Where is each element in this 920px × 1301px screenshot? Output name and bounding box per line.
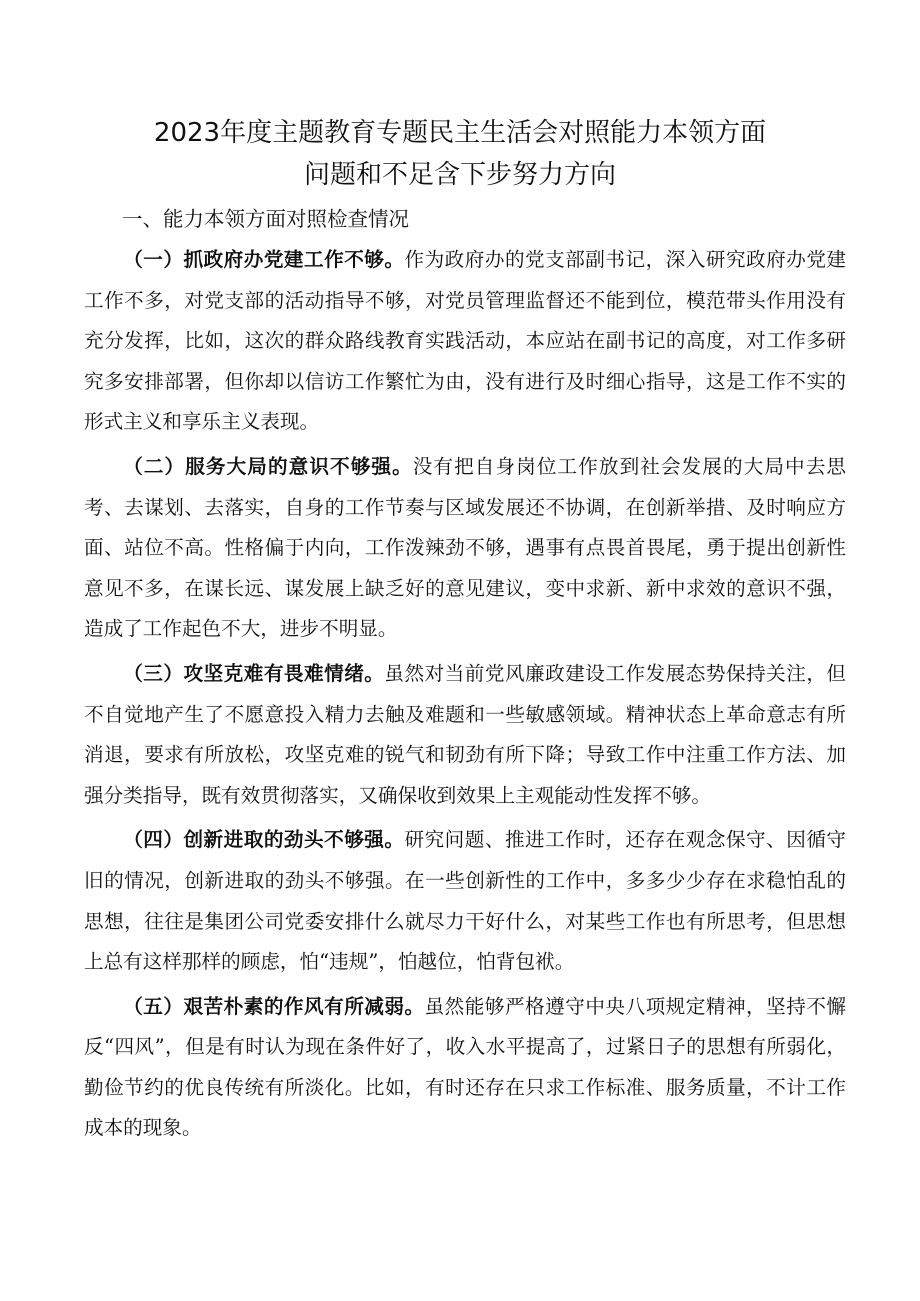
paragraph-lead: （五）艰苦朴素的作风有所减弱。 [123, 994, 425, 1018]
paragraph-1 [84, 240, 846, 443]
paragraph-2 [84, 447, 846, 650]
section-heading: 一、能力本领方面对照检查情况 [122, 207, 409, 231]
paragraph-body: 没有把自身岗位工作放到社会发展的大局中去思考、去谋划、去落实，自身的工作节奏与区域发展还不协调，在创新举措、及时响应方面、站位不高。性格偏于内向，工作泼辣劲不够，遇事有点畏首畏尾，勇于提出创新性意见不多，在谋长远、谋发展上缺乏好的意见建议，变中求新、新中求效的意识不强，造成了工作起色不大，进步不明显。 [84, 454, 847, 641]
paragraph-5 [84, 987, 846, 1149]
paragraph-lead: （一）抓政府办党建工作不够。 [123, 248, 405, 271]
paragraph-body: 研究问题、推进工作时，还存在观念保守、因循守旧的情况，创新进取的劲头不够强。在一些创新性的工作中，多多少少存在求稳怕乱的思想，往往是集团公司党委安排什么就尽力干好什么，对某些工作也有所思考，但思想上总有这样那样的顾虑，怕“违规”，怕越位，怕背包袱。 [84, 828, 847, 974]
paragraph-lead: （三）攻坚克难有畏难情绪。 [123, 661, 385, 685]
paragraph-4 [84, 820, 846, 982]
paragraph-body: 虽然对当前党风廉政建设工作发展态势保持关注，但不自觉地产生了不愿意投入精力去触及难题和一些敏感领域。精神状态上革命意志有所消退，要求有所放松，攻坚克难的锐气和韧劲有所下降；导致工作中注重工作方法、加强分类指导，既有效贯彻落实，又确保收到效果上主观能动性发挥不够。 [84, 661, 847, 807]
paragraph-body: 作为政府办的党支部副书记，深入研究政府办党建工作不多，对党支部的活动指导不够，对党员管理监督还不能到位，模范带头作用没有充分发挥，比如，这次的群众路线教育实践活动，本应站在副书记的高度，对工作多研究多安排部署，但你却以信访工作繁忙为由，没有进行及时细心指导，这是工作不实的形式主义和享乐主义表现。 [84, 248, 847, 434]
paragraph-lead: （四）创新进取的劲头不够强。 [123, 828, 405, 852]
document-title [84, 112, 846, 196]
paragraph-lead: （二）服务大局的意识不够强。 [123, 454, 413, 478]
paragraph-body: 虽然能够严格遵守中央八项规定精神，坚持不懈反“四风”，但是有时认为现在条件好了，收入水平提高了，过紧日子的思想有所弱化，勤俭节约的优良传统有所淡化。比如，有时还存在只求工作标准、服务质量，不计工作成本的现象。 [84, 994, 847, 1140]
paragraph-3 [84, 654, 846, 816]
document-title-line-1: 2023年度主题教育专题民主生活会对照能力本领方面 [153, 118, 767, 148]
document-title-line-2: 问题和不足含下步努力方向 [303, 160, 616, 190]
